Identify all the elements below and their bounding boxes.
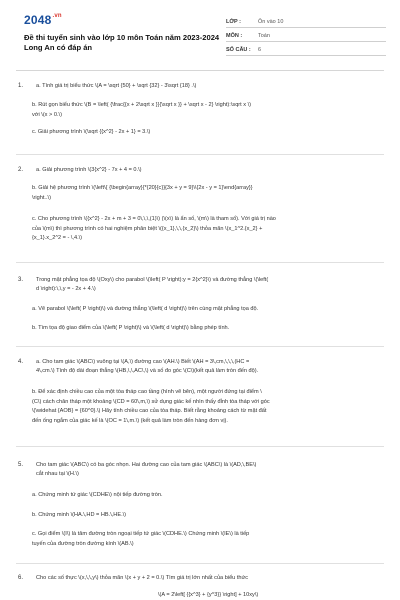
question-5a: a. Chứng minh tứ giác \(CDHE\) nội tiếp đường tròn. (32, 492, 163, 498)
divider (16, 154, 384, 155)
divider (16, 346, 384, 347)
meta-table (226, 14, 386, 56)
question-5c: c. Gọi điểm \(I\) là tâm đường tròn ngoại tiếp tứ giác \(CDHE.\) Chứng minh \(IE\) là tiếp tuyến của đường tròn đường kính \(AB.\) (32, 531, 250, 547)
page-title: Đề thi tuyển sinh vào lớp 10 môn Toán năm 2023-2024 Long An có đáp án (24, 33, 220, 52)
question-3a: a. Vẽ parabol \(\left( P \right)\) và đường thẳng \(\left( d \right)\) trên cùng mặt phẳng tọa độ. (32, 306, 259, 312)
divider (16, 262, 384, 263)
document-header (0, 0, 400, 70)
divider (16, 563, 384, 564)
header-divider (16, 70, 384, 71)
question-4b: b. Để xác định chiều cao của một tòa tháp cao tầng (hình vẽ bên), một người đứng tại điểm \ (C\) cách chân tháp một khoảng \(CD = 60\,m,\) sử dụng giác kế nhìn thấy đỉnh tòa tháp với góc \(\widehat {AOB} = {60^0}.\) Hãy tính chiều cao của tòa tháp. Biết rằng khoảng cách từ mặt đất đến ống ngắm của giác kế là \(OC = 1\,m.\) (kết quả làm tròn đến hàng đơn vị). (32, 389, 270, 424)
question-1b: b. Rút gọn biểu thức \(B = \left( {\frac{{x + 2\sqrt x }}{\sqrt x }} + \sqrt x - 2} \right):\sqrt x \) với \(x > 0.\) (32, 102, 252, 118)
meta-row-count: SỐ CÂU : 6 (226, 42, 386, 56)
question-1c: c. Giải phương trình \(\sqrt {{x^2} - 2x + 1} = 3.\) (32, 129, 151, 135)
site-logo[interactable]: $2048^{.vn}$ (24, 13, 62, 27)
divider (16, 446, 384, 447)
document-page: $2048^{.vn}$ Đề thi tuyển sinh vào lớp 10 môn Toán năm 2023-2024 Long An có đáp án LỚP : Ôn vào 10 MÔN : Toán SỐ CÂU : 6 1. a. Tính giá trị biểu thức \(A = \sqrt {50} + \sqrt {32} - 3\sqrt {18} .\) b. Rút gọn biểu thức \(B = \left( {\frac{{x + 2\sqrt x }}{\sqrt x }} + \sqrt x - 2} \right):\sqrt x \) với \(x > 0.\) c. Giải phương trình \(\sqrt {{x^2} - 2x + 1} = 3.\) 2. a. Giải phương trình \(3{x^2} - 7x + 4 = 0.\) b. Giải hệ phương trình \(\left\{ {\begin{array}{*{20}{c}}{3x + y = 9}\\{2x - y = 1}\end{array}} \right..\) c. Cho phương trình \({x^2} - 2x + m + 3 = 0\,\,\,(1)\) (\(x\) là ẩn số, \(m\) là tham số). Với giá trị nào của \(m\) thì phương trình có hai nghiệm phân biệt \({x_1},\,\,{x_2}\) thỏa mãn \(x_1^2.{x_2} + {x_1}.x_2^2 = - \,4.\) 3. Trong mặt phẳng tọa độ \(Oxy\) cho parabol \(\left( P \right):y = 2{x^2}\) và đường thẳng \(\left( d \right):\,\,y = - 2x + 4.\) a. Vẽ parabol \(\left( P \right)\) và đường thẳng \(\left( d \right)\) trên cùng mặt phẳng tọa độ. b. Tìm tọa độ giao điểm của \(\left( P \right)\) và \(\left( d \right)\) bằng phép tính. 4. a. Cho tam giác \(ABC\) vuông tại \(A,\) đường cao \(AH.\) Biết \(AH = 3\,cm,\,\,\,(HC = 4\,cm.\) Tính độ dài đoạn thẳng \(HB,\,\,AC\,\) và số đo góc \(C\)(kết quả làm tròn đến độ). b. Để xác định chiều cao của một tòa tháp cao tầng (hình vẽ bên), một người đứng tại điểm \ (C\) cách chân tháp một khoảng \(CD = 60\,m,\) sử dụng giác kế nhìn thấy đỉnh tòa tháp với góc \(\widehat {AOB} = {60^0}.\) Hãy tính chiều cao của tòa tháp. Biết rằng khoảng cách từ mặt đất đến ống ngắm của giác kế là \(OC = 1\,m.\) (kết quả làm tròn đến hàng đơn vị). 5. Cho tam giác \(ABC\) có ba góc nhọn. Hai đường cao của tam giác \(ABC\) là \(AD,\,BE\) cắt nhau tại \(H.\) a. Chứng minh tứ giác \(CDHE\) nội tiếp đường tròn. b. Chứng minh \(HA.\,HD = HB.\,HE.\) c. Gọi điểm \(I\) là tâm đường tròn ngoại tiếp tứ giác \(CDHE.\) Chứng minh \(IE\) là tiếp tuyến của đường tròn đường kính \(AB.\) 6. Cho các số thực \(x,\,\,y\) thỏa mãn \(x + y + 2 = 0.\) Tìm giá trị lớn nhất của biểu thức \(A = 2\left[ {{x^3} + {y^3}} \right] + 10xy\) (0, 0, 400, 600)
meta-row-class: LỚP : Ôn vào 10 (226, 14, 386, 28)
meta-row-subject: MÔN : Toán (226, 28, 386, 42)
question-3b: b. Tìm tọa độ giao điểm của \(\left( P \right)\) và \(\left( d \right)\) bằng phép tính. (32, 325, 230, 331)
question-2b: b. Giải hệ phương trình \(\left\{ {\begin{array}{*{20}{c}}{3x + y = 9}\\{2x - y = 1}\end{array}} \right..\) (32, 185, 253, 201)
question-5b: b. Chứng minh \(HA.\,HD = HB.\,HE.\) (32, 512, 127, 518)
question-2c: c. Cho phương trình \({x^2} - 2x + m + 3 = 0\,\,\,(1)\) (\(x\) là ẩn số, \(m\) là tham số). Với giá trị nào của \(m\) thì phương trình có hai nghiệm phân biệt \({x_1},\,\,{x_2}\) thỏa mãn \(x_1^2.{x_2} + {x_1}.x_2^2 = - \,4.\) (32, 216, 276, 241)
